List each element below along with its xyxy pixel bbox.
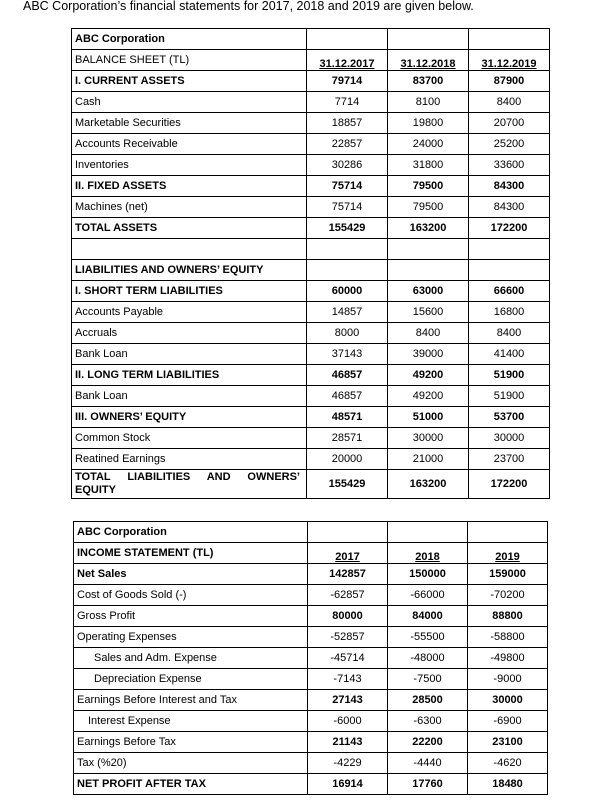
table-row (72, 134, 550, 155)
cell-value: 51000 (388, 407, 469, 428)
row-label: Marketable Securities (72, 113, 307, 134)
table-row (74, 543, 548, 564)
cell-value: 30286 (307, 155, 388, 176)
cell-value: 172200 (469, 470, 550, 499)
cell-value: 15600 (388, 302, 469, 323)
cell-value: 79714 (307, 71, 388, 92)
cell-value: 23700 (469, 449, 550, 470)
table-row (72, 92, 550, 113)
cell-value: 79500 (388, 176, 469, 197)
cell-value: 48571 (307, 407, 388, 428)
row-label: Cost of Goods Sold (-) (74, 585, 308, 606)
cell-value: 80000 (308, 606, 388, 627)
cell-value: 31800 (388, 155, 469, 176)
table-row (74, 564, 548, 585)
table-row (74, 606, 548, 627)
cell-value: -66000 (388, 585, 468, 606)
table-row (72, 197, 550, 218)
cell-value: 28500 (388, 690, 468, 711)
cell-value: 33600 (469, 155, 550, 176)
cell-value: -7500 (388, 669, 468, 690)
row-label: Earnings Before Interest and Tax (74, 690, 308, 711)
cell-value: -6900 (468, 711, 548, 732)
cell-value: -70200 (468, 585, 548, 606)
row-label: I. SHORT TERM LIABILITIES (72, 281, 307, 302)
cell-value: 30000 (468, 690, 548, 711)
row-label: Bank Loan (72, 386, 307, 407)
section-heading: LIABILITIES AND OWNERS’ EQUITY (72, 260, 307, 281)
cell-value: 16914 (308, 774, 388, 795)
cell-value: 142857 (308, 564, 388, 585)
row-label: Inventories (72, 155, 307, 176)
table-row (74, 774, 548, 795)
row-label: Sales and Adm. Expense (74, 648, 308, 669)
table-row (72, 71, 550, 92)
cell-value: -55500 (388, 627, 468, 648)
cell-value: 163200 (388, 470, 469, 499)
cell-value: 30000 (469, 428, 550, 449)
cell-value: 155429 (307, 218, 388, 239)
cell-value: 66600 (469, 281, 550, 302)
table-row (74, 522, 548, 543)
intro-text: ABC Corporation’s financial statements for 2017, 2018 and 2019 are given below. (23, 0, 474, 13)
column-header: 31.12.2018 (388, 50, 469, 71)
cell-value: -7143 (308, 669, 388, 690)
table-row (74, 627, 548, 648)
table-row (72, 344, 550, 365)
row-label: Accruals (72, 323, 307, 344)
cell-value: 22857 (307, 134, 388, 155)
spacer-row (72, 239, 550, 260)
column-header: 2018 (388, 543, 468, 564)
cell-value: 28571 (307, 428, 388, 449)
table-row (72, 365, 550, 386)
table-row (72, 302, 550, 323)
cell-value: 23100 (468, 732, 548, 753)
table-row (74, 732, 548, 753)
cell-value: -62857 (308, 585, 388, 606)
cell-value: 39000 (388, 344, 469, 365)
cell-value: 20700 (469, 113, 550, 134)
column-header: 2019 (468, 543, 548, 564)
cell-value: 79500 (388, 197, 469, 218)
row-label: Tax (%20) (74, 753, 308, 774)
cell-value: 16800 (469, 302, 550, 323)
company-name: ABC Corporation (72, 29, 307, 50)
income-statement-table (73, 521, 548, 795)
row-label: I. CURRENT ASSETS (72, 71, 307, 92)
cell-value: 8400 (469, 323, 550, 344)
cell-value: -52857 (308, 627, 388, 648)
statement-title: BALANCE SHEET (TL) (72, 50, 307, 71)
cell-value: 84000 (388, 606, 468, 627)
table-row (72, 449, 550, 470)
company-name: ABC Corporation (74, 522, 308, 543)
cell-value: 18857 (307, 113, 388, 134)
table-row (72, 29, 550, 50)
row-label: Accounts Payable (72, 302, 307, 323)
row-label: Common Stock (72, 428, 307, 449)
cell-value: 75714 (307, 197, 388, 218)
cell-value: -6000 (308, 711, 388, 732)
cell-value: 46857 (307, 386, 388, 407)
table-row (72, 281, 550, 302)
cell-value: 27143 (308, 690, 388, 711)
cell-value: 8400 (388, 323, 469, 344)
row-label: Net Sales (74, 564, 308, 585)
row-label: TOTAL LIABILITIES AND OWNERS’ EQUITY (72, 470, 307, 499)
cell-value: 84300 (469, 197, 550, 218)
cell-value: 21000 (388, 449, 469, 470)
cell-value: -48000 (388, 648, 468, 669)
column-header: 31.12.2019 (469, 50, 550, 71)
cell-value: 21143 (308, 732, 388, 753)
cell-value: -4620 (468, 753, 548, 774)
cell-value: -9000 (468, 669, 548, 690)
table-row (74, 585, 548, 606)
cell-value: -49800 (468, 648, 548, 669)
row-label: Operating Expenses (74, 627, 308, 648)
cell-value: 30000 (388, 428, 469, 449)
table-row (72, 407, 550, 428)
balance-sheet-table (71, 28, 550, 499)
row-label: III. OWNERS’ EQUITY (72, 407, 307, 428)
cell-value: 41400 (469, 344, 550, 365)
row-label: Cash (72, 92, 307, 113)
cell-value: -45714 (308, 648, 388, 669)
table-row (72, 50, 550, 71)
cell-value: -4440 (388, 753, 468, 774)
cell-value: 49200 (388, 386, 469, 407)
row-label: Depreciation Expense (74, 669, 308, 690)
row-label: II. FIXED ASSETS (72, 176, 307, 197)
cell-value: 155429 (307, 470, 388, 499)
table-row (72, 176, 550, 197)
row-label: Reatined Earnings (72, 449, 307, 470)
cell-value: 19800 (388, 113, 469, 134)
table-row (72, 155, 550, 176)
cell-value: 22200 (388, 732, 468, 753)
table-row (74, 648, 548, 669)
cell-value: 51900 (469, 386, 550, 407)
row-label: Gross Profit (74, 606, 308, 627)
table-row (72, 386, 550, 407)
row-label: Accounts Receivable (72, 134, 307, 155)
cell-value: 8100 (388, 92, 469, 113)
cell-value: 25200 (469, 134, 550, 155)
table-row (72, 470, 550, 499)
table-row (72, 428, 550, 449)
cell-value: 8400 (469, 92, 550, 113)
cell-value: -58800 (468, 627, 548, 648)
cell-value: 18480 (468, 774, 548, 795)
table-row (74, 669, 548, 690)
column-header: 2017 (308, 543, 388, 564)
cell-value: 14857 (307, 302, 388, 323)
table-row (74, 690, 548, 711)
cell-value: 17760 (388, 774, 468, 795)
cell-value: 87900 (469, 71, 550, 92)
cell-value: 24000 (388, 134, 469, 155)
table-row (74, 753, 548, 774)
table-row (72, 323, 550, 344)
row-label: TOTAL ASSETS (72, 218, 307, 239)
cell-value: 159000 (468, 564, 548, 585)
table-row (74, 711, 548, 732)
table-row (72, 113, 550, 134)
row-label: Interest Expense (74, 711, 308, 732)
cell-value: 83700 (388, 71, 469, 92)
table-row (72, 218, 550, 239)
cell-value: 20000 (307, 449, 388, 470)
cell-value: 150000 (388, 564, 468, 585)
cell-value: 7714 (307, 92, 388, 113)
cell-value: 75714 (307, 176, 388, 197)
row-label: II. LONG TERM LIABILITIES (72, 365, 307, 386)
cell-value: 88800 (468, 606, 548, 627)
cell-value: -6300 (388, 711, 468, 732)
column-header: 31.12.2017 (307, 50, 388, 71)
row-label: Machines (net) (72, 197, 307, 218)
cell-value: 51900 (469, 365, 550, 386)
cell-value: 63000 (388, 281, 469, 302)
statement-title: INCOME STATEMENT (TL) (74, 543, 308, 564)
row-label: NET PROFIT AFTER TAX (74, 774, 308, 795)
cell-value: 84300 (469, 176, 550, 197)
cell-value: 60000 (307, 281, 388, 302)
row-label: Bank Loan (72, 344, 307, 365)
cell-value: 37143 (307, 344, 388, 365)
cell-value: 49200 (388, 365, 469, 386)
cell-value: 172200 (469, 218, 550, 239)
row-label: Earnings Before Tax (74, 732, 308, 753)
table-row (72, 260, 550, 281)
cell-value: 53700 (469, 407, 550, 428)
cell-value: 163200 (388, 218, 469, 239)
cell-value: -4229 (308, 753, 388, 774)
cell-value: 8000 (307, 323, 388, 344)
cell-value: 46857 (307, 365, 388, 386)
